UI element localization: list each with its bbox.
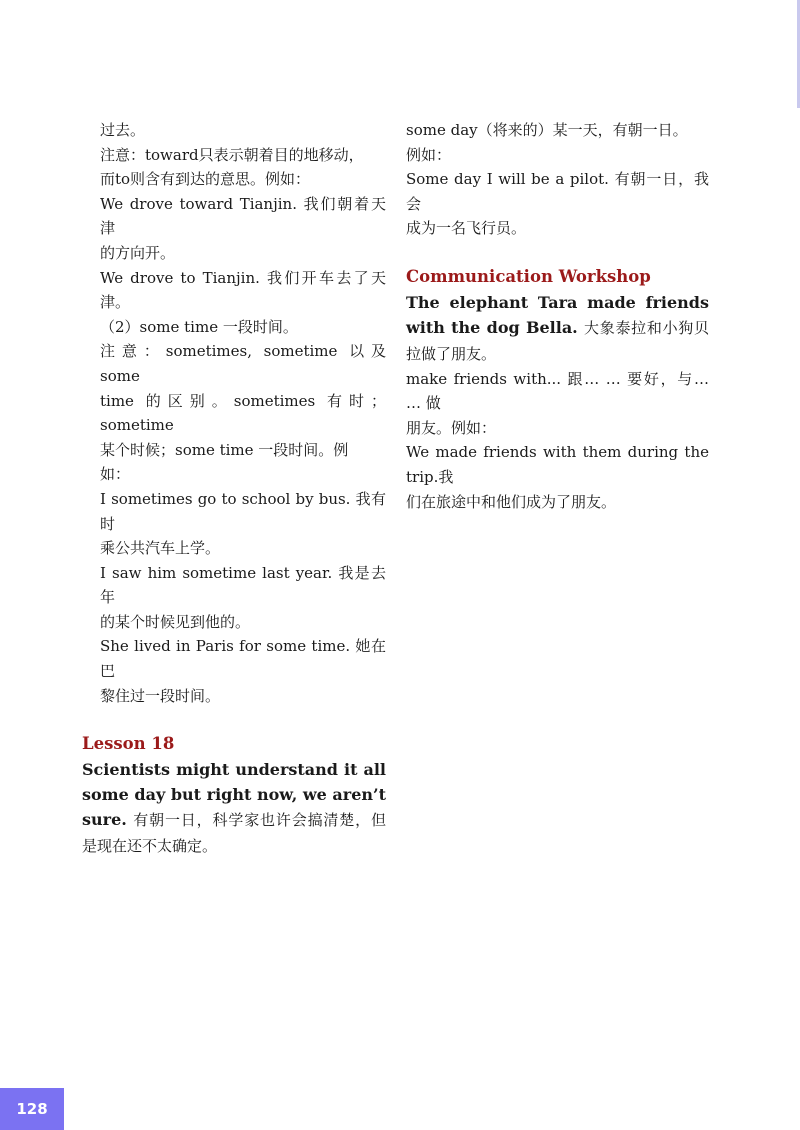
text-line: 黎住过一段时间。	[100, 686, 221, 705]
text-line: time 的区别。sometimes 有时；sometime	[100, 391, 386, 435]
text-line: 注意：toward只表示朝着目的地移动，	[100, 145, 364, 164]
text-line: 的某个时候见到他的。	[100, 612, 251, 631]
text-line: 某个时候；some time 一段时间。例	[100, 440, 349, 459]
right-column	[406, 118, 709, 514]
lesson-heading: Lesson 18	[82, 734, 175, 754]
lesson-sentence	[82, 757, 386, 859]
text-line: We made friends with them during the trip.我	[406, 443, 709, 486]
text-line: She lived in Paris for some time. 她在巴	[100, 637, 386, 681]
text-line: （2）some time 一段时间。	[100, 317, 298, 336]
text-line: We drove toward Tianjin. 我们朝着天津	[100, 194, 386, 238]
text-line: make friends with... 跟… … 要好，与… … 做	[406, 369, 709, 413]
text-line: 朋友。例如：	[406, 418, 497, 437]
text-line: 注意：sometimes, sometime 以及 some	[100, 342, 386, 385]
text-line: 成为一名飞行员。	[406, 219, 527, 238]
workshop-sentence-bold: The elephant Tara made friends with the dog Bella.	[406, 292, 709, 337]
page-number: 128	[0, 1088, 64, 1130]
text-line: 过去。	[100, 121, 146, 139]
text-line: 而to则含有到达的意思。例如：	[100, 170, 311, 189]
text-line: Some day I will be a pilot. 有朝一日，我会	[406, 170, 709, 213]
text-line: I saw him sometime last year. 我是去年	[100, 563, 386, 607]
workshop-heading: Communication Workshop	[406, 266, 651, 286]
lesson-translation: 有朝一日，科学家也许会搞清楚，但是现在还不太确定。	[82, 810, 386, 855]
text-line: 们在旅途中和他们成为了朋友。	[406, 492, 617, 511]
text-line: some day（将来的）某一天，有朝一日。	[406, 121, 688, 139]
lesson-sentence-bold: Scientists might understand it all some day but right now, we aren’t sure.	[82, 759, 386, 829]
text-line: 的方向开。	[100, 243, 176, 262]
workshop-translation: 大象泰拉和小狗贝拉做了朋友。	[406, 318, 709, 363]
workshop-sentence	[406, 290, 709, 367]
text-line: 乘公共汽车上学。	[100, 539, 221, 558]
left-column	[82, 118, 386, 859]
text-line: 例如：	[406, 145, 452, 164]
text-line: We drove to Tianjin. 我们开车去了天津。	[100, 268, 386, 312]
text-line: I sometimes go to school by bus. 我有时	[100, 489, 386, 533]
text-line: 如：	[100, 465, 131, 484]
